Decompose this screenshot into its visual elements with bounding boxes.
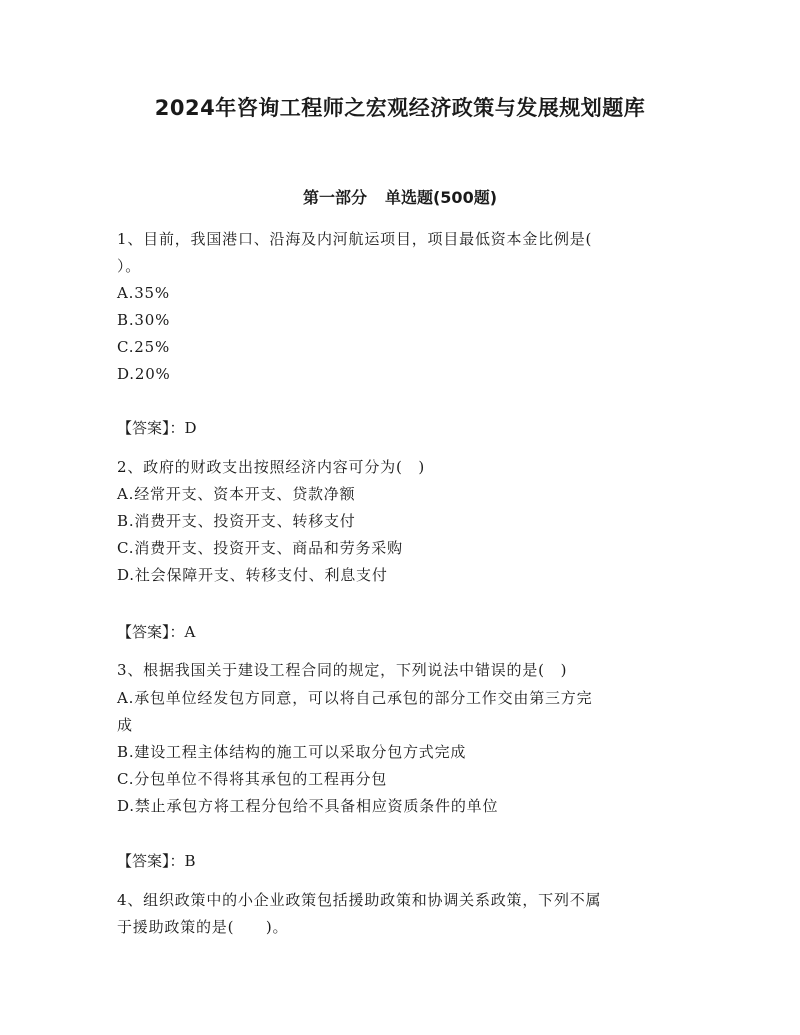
- section-heading-text: 单选题(500题): [384, 188, 498, 207]
- question-1-answer: [117, 418, 687, 438]
- question-4-stem: 4、组织政策中的小企业政策包括援助政策和协调关系政策，下列不属: [117, 891, 602, 909]
- question-3-answer: [117, 851, 687, 871]
- question-1-option-b: B.30%: [117, 311, 171, 329]
- question-3-stem: 3、根据我国关于建设工程合同的规定，下列说法中错误的是( ): [117, 661, 568, 679]
- answer-value: D: [184, 419, 198, 437]
- question-3-option-a: A.承包单位经发包方同意，可以将自己承包的部分工作交由第三方完: [117, 689, 593, 707]
- answer-value: A: [184, 623, 197, 641]
- answer-value: B: [184, 852, 197, 870]
- document-title: 2024年咨询工程师之宏观经济政策与发展规划题库: [154, 96, 646, 120]
- answer-label: 【答案】：: [117, 419, 185, 437]
- question-3-option-d: D.禁止承包方将工程分包给不具备相应资质条件的单位: [117, 797, 499, 815]
- question-2-stem: 2、政府的财政支出按照经济内容可分为( ): [117, 458, 426, 476]
- section-heading: [0, 185, 800, 208]
- question-2-answer: [117, 622, 687, 642]
- question-4-stem-cont: 于援助政策的是( )。: [117, 918, 289, 936]
- answer-label: 【答案】：: [117, 623, 185, 641]
- answer-label: 【答案】：: [117, 852, 185, 870]
- question-1-stem-cont: ）。: [117, 257, 142, 275]
- question-3-option-a-cont: 成: [117, 716, 133, 734]
- question-3-option-b: B.建设工程主体结构的施工可以采取分包方式完成: [117, 743, 467, 761]
- question-2-option-d: D.社会保障开支、转移支付、利息支付: [117, 566, 388, 584]
- question-2-option-b: B.消费开支、投资开支、转移支付: [117, 512, 356, 530]
- question-1-option-c: C.25%: [117, 338, 171, 356]
- question-1-option-d: D.20%: [117, 365, 171, 383]
- question-2-option-c: C.消费开支、投资开支、商品和劳务采购: [117, 539, 403, 557]
- question-1-stem: 1、目前，我国港口、沿海及内河航运项目，项目最低资本金比例是(: [117, 230, 593, 248]
- question-1-option-a: A.35%: [117, 284, 170, 302]
- question-2-option-a: A.经常开支、资本开支、贷款净额: [117, 485, 356, 503]
- question-3-option-c: C.分包单位不得将其承包的工程再分包: [117, 770, 388, 788]
- section-part: 第一部分: [302, 188, 367, 207]
